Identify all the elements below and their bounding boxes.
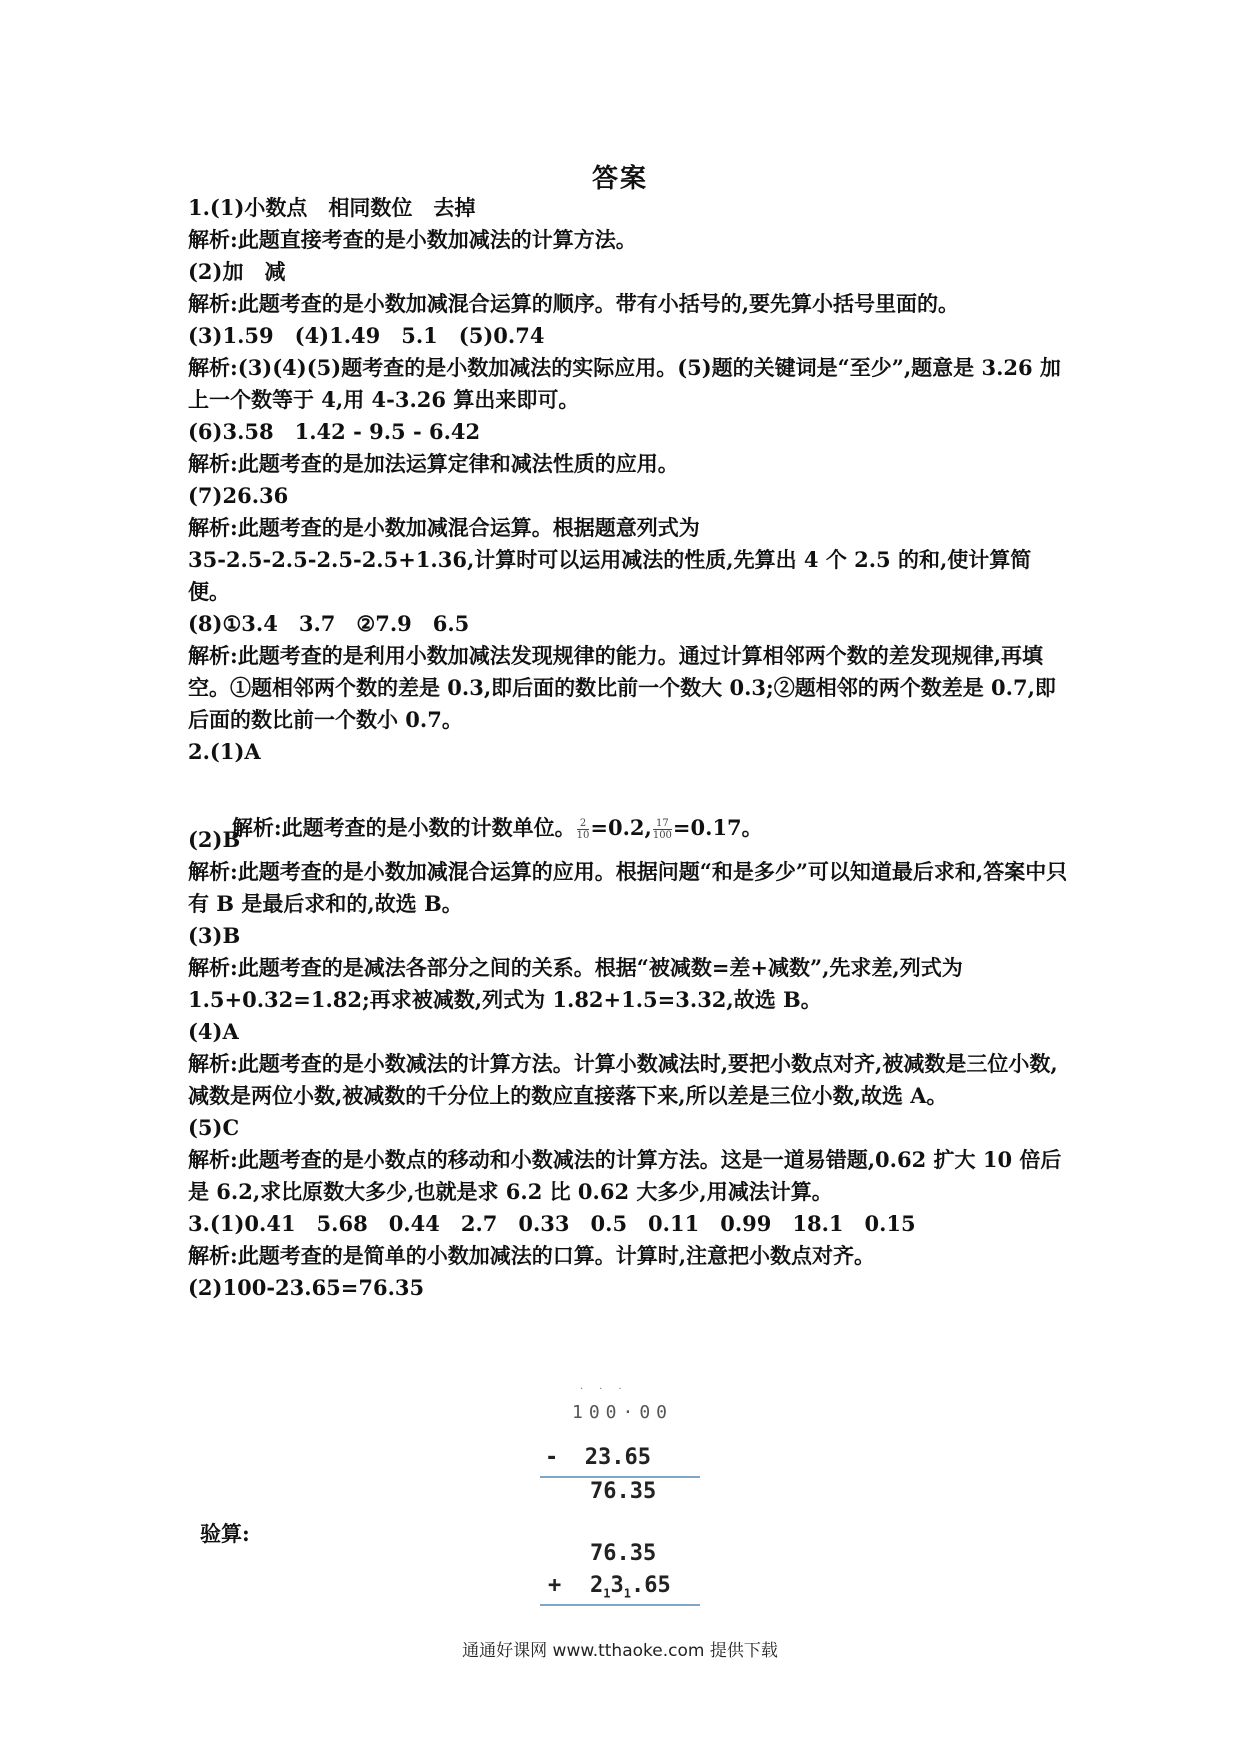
explanation-line: 解析:此题考查的是小数加减混合运算。根据题意列式为	[188, 515, 700, 540]
check-label: 验算:	[200, 1521, 250, 1546]
subtrahend: - 23.65	[545, 1445, 651, 1470]
explanation-line: 解析:此题考查的是减法各部分之间的关系。根据“被减数=差+减数”,先求差,列式为 1.5+0.32=1.82;再求被减数,列式为 1.82+1.5=3.32,故选 B。	[188, 955, 963, 1012]
carry-mark: 1	[623, 1586, 631, 1601]
explanation-line: 解析:此题直接考查的是小数加减法的计算方法。	[188, 227, 637, 252]
explanation-line: 解析:此题考查的是简单的小数加减法的口算。计算时,注意把小数点对齐。	[188, 1243, 876, 1268]
explanation-line: 解析:此题考查的是利用小数加减法发现规律的能力。通过计算相邻两个数的差发现规律,再填空。①题相邻两个数的差是 0.3,即后面的数比前一个数大 0.3;②题相邻的两个数差是 0.7,即后面的数比前一个数小 0.7。	[188, 643, 1056, 732]
fraction-numerator: 2	[577, 818, 590, 830]
answer-content	[188, 192, 1068, 1304]
minuend: 100·00	[572, 1402, 674, 1423]
answer-line: (7)26.36	[188, 483, 289, 508]
fraction-denominator: 100	[652, 830, 672, 841]
carry-dots: ···	[580, 1384, 638, 1395]
digit: .6	[630, 1573, 658, 1598]
digit: 3	[610, 1573, 624, 1598]
explanation-text: =0.2,	[590, 815, 652, 840]
fraction	[653, 818, 672, 841]
digit: 5	[657, 1573, 671, 1598]
answer-line: (3)1.59 (4)1.49 5.1 (5)0.74	[188, 323, 545, 348]
answer-line: 3.(1)0.41 5.68 0.44 2.7 0.33 0.5 0.11 0.99 18.1 0.15	[188, 1211, 916, 1236]
check-addend-bottom	[590, 1573, 671, 1600]
fraction-denominator: 10	[576, 830, 590, 841]
explanation-text: =0.17。	[672, 815, 763, 840]
answer-line: 2.(1)A	[188, 739, 261, 764]
answer-line: (2)B	[188, 827, 241, 852]
explanation-text: 解析:此题考查的是小数的计数单位。	[231, 815, 576, 840]
check-addend-top: 76.35	[590, 1541, 657, 1566]
explanation-line: 解析:此题考查的是加法运算定律和减法性质的应用。	[188, 451, 679, 476]
explanation-line: 解析:此题考查的是小数加减混合运算的顺序。带有小括号的,要先算小括号里面的。	[188, 291, 960, 316]
page-title: 答案	[591, 164, 648, 194]
fraction-numerator: 17	[653, 818, 672, 830]
fraction	[577, 818, 590, 841]
explanation-line: 解析:此题考查的是小数点的移动和小数减法的计算方法。这是一道易错题,0.62 扩大 10 倍后是 6.2,求比原数大多少,也就是求 6.2 比 0.62 大多少,用减法计算。	[188, 1147, 1062, 1204]
answer-line: (2)100-23.65=76.35	[188, 1275, 425, 1300]
answer-line: (2)加 减	[188, 259, 286, 284]
explanation-line: 35-2.5-2.5-2.5-2.5+1.36,计算时可以运用减法的性质,先算出 4 个 2.5 的和,使计算简便。	[188, 547, 1032, 604]
explanation-line: 解析:此题考查的是小数加减混合运算的应用。根据问题“和是多少”可以知道最后求和,答案中只有 B 是最后求和的,故选 B。	[188, 859, 1068, 916]
addition-rule	[540, 1604, 700, 1606]
carry-mark: 1	[603, 1586, 611, 1601]
plus-sign: +	[548, 1573, 562, 1598]
difference: 76.35	[590, 1479, 657, 1504]
footer-credit: 通通好课网 www.tthaoke.com 提供下载	[462, 1641, 778, 1661]
answer-line: 1.(1)小数点 相同数位 去掉	[188, 195, 476, 220]
answer-line: (3)B	[188, 923, 241, 948]
digit: 2	[590, 1573, 604, 1598]
explanation-line: 解析:此题考查的是小数减法的计算方法。计算小数减法时,要把小数点对齐,被减数是三位小数,减数是两位小数,被减数的千分位上的数应直接落下来,所以差是三位小数,故选 A。	[188, 1051, 1058, 1108]
answer-line: (4)A	[188, 1019, 239, 1044]
subtraction-rule	[540, 1476, 700, 1478]
answer-line: (5)C	[188, 1115, 240, 1140]
answer-line: (8)①3.4 3.7 ②7.9 6.5	[188, 611, 470, 636]
explanation-line: 解析:(3)(4)(5)题考查的是小数加减法的实际应用。(5)题的关键词是“至少”,题意是 3.26 加上一个数等于 4,用 4-3.26 算出来即可。	[188, 355, 1061, 412]
answer-line: (6)3.58 1.42 - 9.5 - 6.42	[188, 419, 481, 444]
